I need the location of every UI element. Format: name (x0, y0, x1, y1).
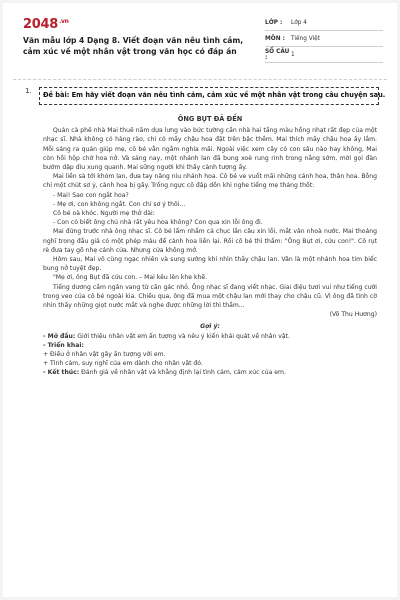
guide-item-text: Giới thiệu nhân vật em ấn tượng và nêu ý kiến khái quát về nhân vật. (75, 332, 290, 340)
guide-item-text: + Tình cảm, suy nghĩ của em dành cho nhân vật đó. (43, 360, 203, 368)
guide-item-label: - Kết thúc: (43, 369, 80, 377)
guide-item (43, 332, 377, 341)
story-paragraph: Hôm sau, Mai vô cùng ngạc nhiên và sung sướng khi nhìn thấy chậu lan. Vân là một nhánh hoa tim biếc bung nở tuyệt đẹp. (43, 256, 377, 273)
document-page (3, 3, 397, 597)
guide-item-label: - Mở đầu: (43, 332, 76, 340)
guide-item (43, 341, 377, 350)
story-paragraph: Quán cà phê nhà Mai thuê năm dựa lưng vào bức tường cần nhà hai tầng màu hồng nhạt rất đẹp của một nhạc sĩ. Nhà không có hàng rào, chỉ có mấy chậu hoa đặt trên bậc thềm. Mai thích mấy chậu hoa ấy lắm. Mỗi sáng ra quán giúp mẹ, cô bé vẫn ngắm nghía mãi. Ngoài việc xem cây có con sâu nào hay không, Mai còn hồi hộp chờ hoa nở. Và sáng nay, một nhánh lan đã bung xoè rung rinh trong nắng sớm, mời gọi đàn bướm dập dìu xung quanh. Mai sững người khi thấy cảnh tượng ấy. (43, 127, 377, 172)
meta-value: Lớp 4 (291, 19, 307, 26)
meta-table (265, 15, 383, 63)
story-author: (Võ Thu Hương) (329, 311, 377, 319)
story-paragraph: Mai đứng trước nhà ông nhạc sĩ. Cô bé lẩm nhẩm cả chục lần câu xin lỗi, mắt vân nhoà nước. Mai thoáng nghĩ trong đầu giá có một phép màu để cành hoa liền lại. Rồi cô bé thì thầm: "Ông Bụt ơi, cứu con!". Cô rụt rè đưa tay gõ nhẹ cánh cửa. Nhưng cửa không mở. (43, 228, 377, 254)
guide-item-text: + Điều ở nhân vật gây ấn tượng với em. (43, 351, 166, 359)
guide-item (43, 368, 377, 377)
meta-row-question-count (265, 47, 383, 63)
story-paragraph: Tiếng dương cầm ngân vang từ căn gác nhỏ. Ông nhạc sĩ đang viết nhạc. Giai điệu tươi vui như tiếng cười trong veo của cô bé ngoài kia. Chiều qua, ông đã mua một chậu lan mới thay cho chậu cũ. Vì ông đã tình cờ nhìn thấy những giọt nước mắt và nghe được những lời thì thầm... (43, 283, 377, 310)
meta-label: SỐ CÂU : (265, 48, 290, 61)
question-prompt: Đề bài: Em hãy viết đoạn văn nêu tình cảm, cảm xúc về một nhân vật trong câu chuyện sau. (39, 87, 379, 105)
guide-item-label: - Triển khai: (43, 341, 84, 349)
guide-title: Gợi ý: (200, 323, 220, 331)
meta-label: LỚP : (265, 19, 283, 26)
story-paragraph: Mai liền sà tới khóm lan, đưa tay nâng niu nhánh hoa. Cô bé ve vuốt mãi những cánh hoa, thân hoa. Bỗng chỉ một chút sơ ý, cành hoa bị gãy. Trống ngực cô đập dồn khi nghe tiếng mẹ thảng thốt: (43, 173, 377, 190)
story-paragraph: - Mai! Sao con ngắt hoa? (53, 191, 129, 199)
meta-value: 1 (291, 51, 295, 58)
divider (13, 79, 387, 80)
document-title: Văn mẫu lớp 4 Dạng 8. Viết đoạn văn nêu tình cảm, cảm xúc về một nhân vật trong văn học có đáp án (23, 36, 244, 56)
guide-item-text: Đánh giá về nhân vật và khẳng định lại tình cảm, cảm xúc của em. (79, 369, 286, 377)
meta-value: Tiếng Việt (291, 35, 321, 42)
meta-row-subject (265, 31, 383, 47)
question-number: 1. (25, 87, 32, 95)
story-paragraph: - Con có biết ông chủ nhà rất yêu hoa không? Con qua xin lỗi ông đi. (53, 219, 263, 227)
logo-text: 2048 (23, 17, 58, 32)
meta-label: MÔN : (265, 35, 285, 42)
story-paragraph: "Mẹ ơi, ông Bụt đã cứu con. – Mai kêu lên khe khẽ. (53, 274, 208, 282)
story-title: ÔNG BỤT ĐÃ ĐẾN (177, 115, 243, 123)
site-logo[interactable] (23, 17, 69, 32)
logo-suffix: .vn (58, 17, 69, 25)
guide-item (43, 350, 377, 359)
story-paragraph: Cô bé oà khóc. Người mẹ thở dài: (53, 210, 155, 218)
guide-item (43, 359, 377, 368)
question-content (43, 115, 377, 378)
story-paragraph: - Mẹ ơi, con không ngắt. Con chỉ sơ ý thôi... (53, 200, 186, 208)
meta-row-grade (265, 15, 383, 31)
